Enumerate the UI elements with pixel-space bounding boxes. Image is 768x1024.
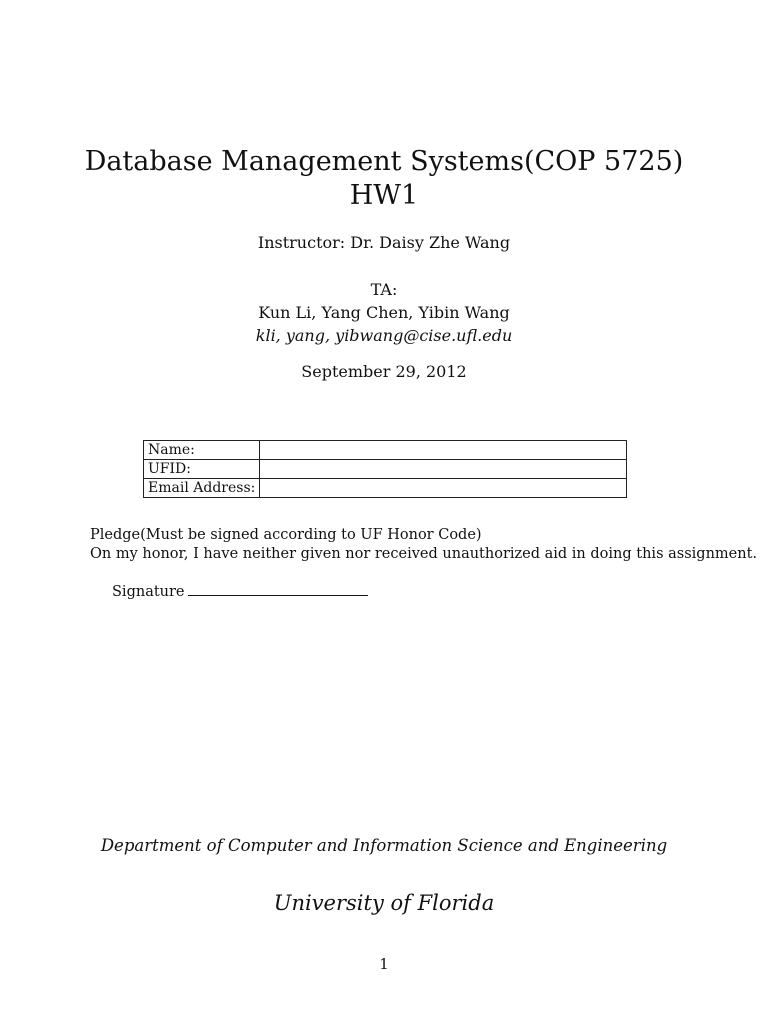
table-row xyxy=(144,479,627,498)
ta-email: kli, yang, yibwang@cise.ufl.edu xyxy=(255,326,513,345)
pledge-heading: Pledge(Must be signed according to UF Honor Code) xyxy=(90,527,482,543)
email-address-field[interactable] xyxy=(260,479,627,498)
signature-line[interactable] xyxy=(188,582,368,596)
document-subtitle: HW1 xyxy=(349,180,419,211)
document-date: September 29, 2012 xyxy=(301,362,467,381)
ta-names: Kun Li, Yang Chen, Yibin Wang xyxy=(258,303,510,322)
ufid-field[interactable] xyxy=(260,460,627,479)
student-info-table xyxy=(143,440,627,498)
name-label: Name: xyxy=(144,441,260,460)
ta-heading: TA: xyxy=(370,280,398,299)
email-address-label: Email Address: xyxy=(144,479,260,498)
instructor-line: Instructor: Dr. Daisy Zhe Wang xyxy=(257,233,511,252)
document-title: Database Management Systems(COP 5725) xyxy=(84,146,684,177)
page-number: 1 xyxy=(379,955,389,973)
pledge-text: On my honor, I have neither given nor received unauthorized aid in doing this assignment. xyxy=(90,546,758,562)
table-row xyxy=(144,441,627,460)
ufid-label: UFID: xyxy=(144,460,260,479)
name-field[interactable] xyxy=(260,441,627,460)
department-name: Department of Computer and Information Science and Engineering xyxy=(100,836,668,855)
table-row xyxy=(144,460,627,479)
signature-label: Signature xyxy=(112,584,185,600)
university-name: University of Florida xyxy=(273,891,495,915)
signature-row xyxy=(112,582,368,601)
